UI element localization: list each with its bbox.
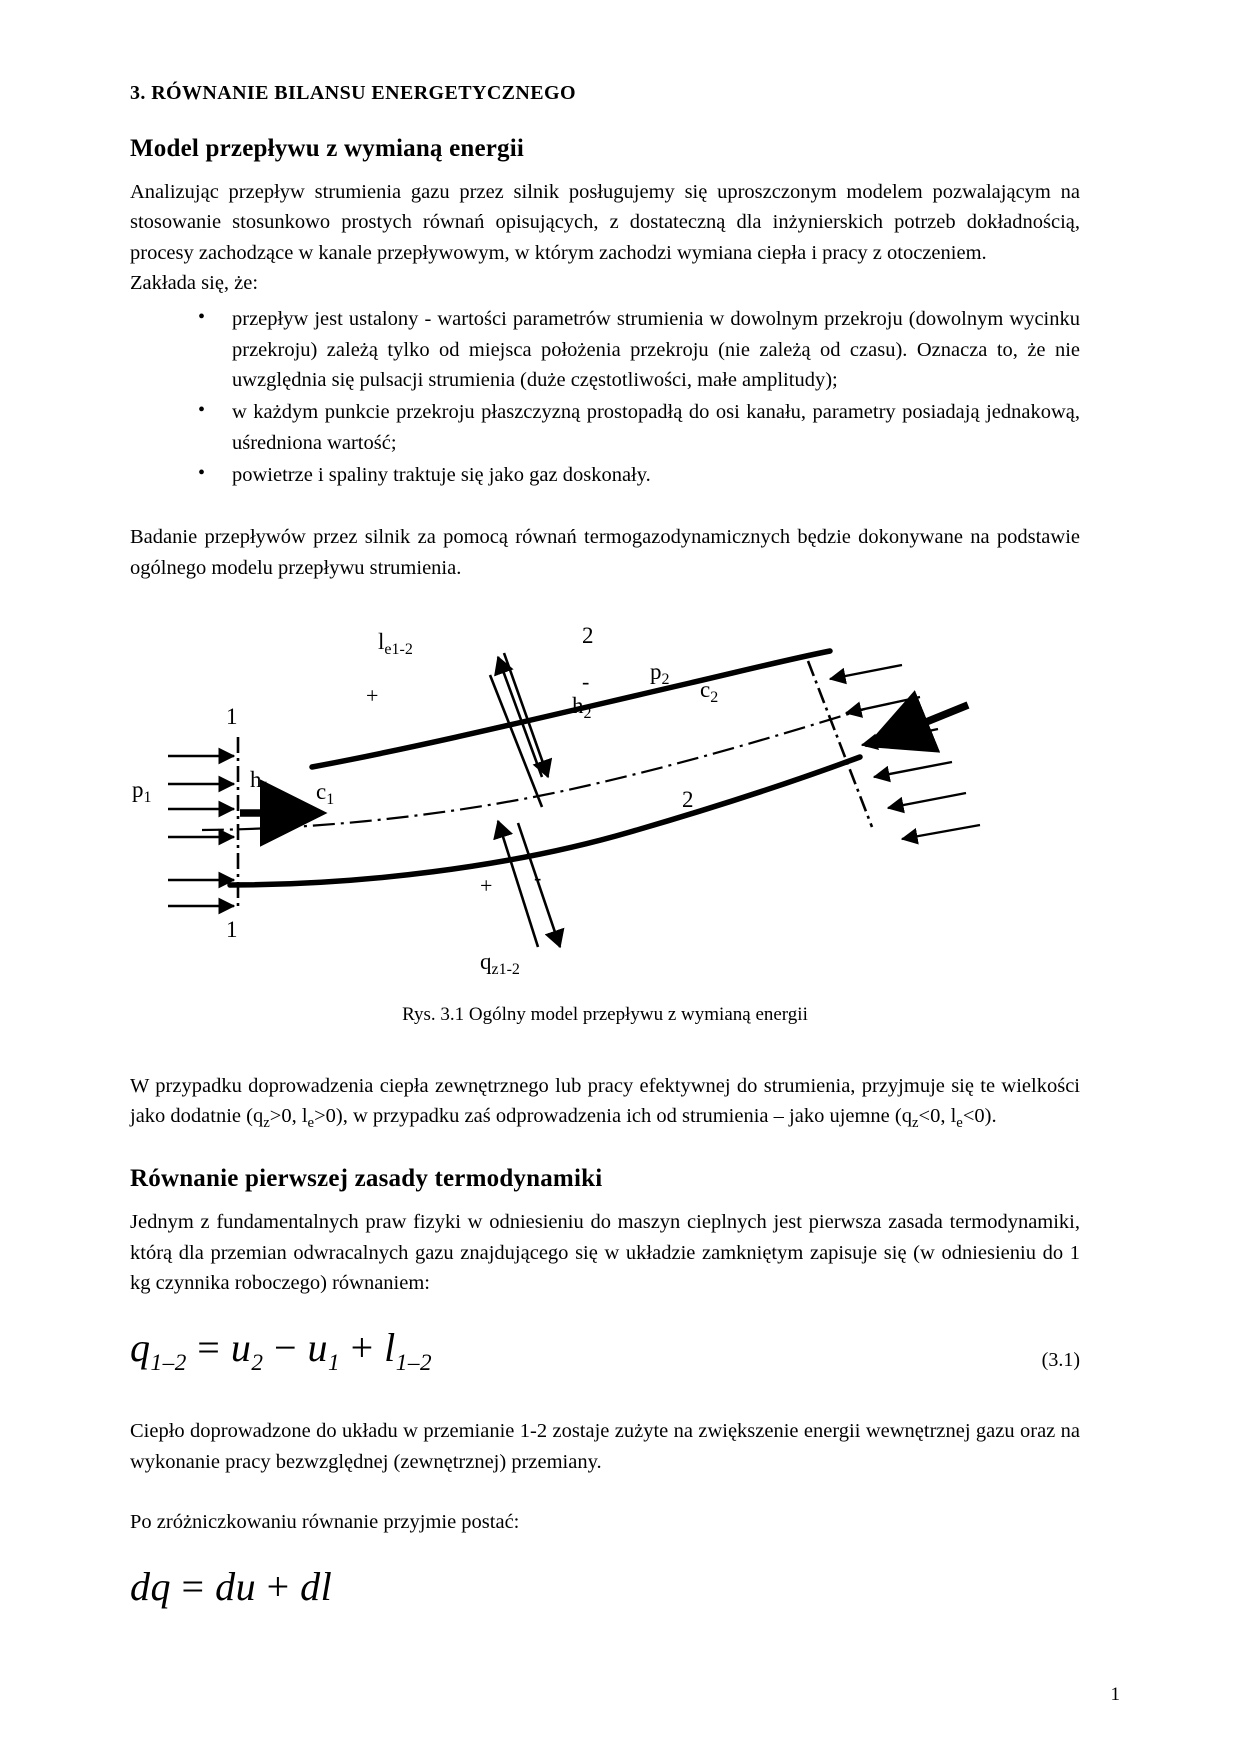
sign-minus-bottom: - (534, 864, 542, 890)
label-h2: $h_2$ (572, 692, 592, 722)
duct-upper-wall (312, 651, 830, 767)
equation-row-diff (130, 1537, 1080, 1619)
paragraph-first-law: Jednym z fundamentalnych praw fizyki w odniesieniu do maszyn cieplnych jest pierwsza zasada termodynamiki, którą dla przemian odwracalnych gazu znajdującego się w układzie zamkniętym zapisuje się (w odniesieniu do 1 kg czynnika roboczego) równaniem: (130, 1211, 1080, 1294)
list-item: • przepływ jest ustalony - wartości parametrów strumienia w dowolnym przekroju (dowolnym wycinku przekroju) zależą tylko od miejsca położenia przekroju (nie zależą od czasu). Oznacza to, że nie uwzględnia się pulsacji strumienia (duże częstotliwości, małe amplitudy); (190, 304, 1080, 395)
figure-svg (130, 617, 1080, 977)
list-item: • powietrze i spaliny traktuje się jako gaz doskonały. (190, 460, 1080, 490)
chapter-heading: 3. RÓWNANIE BILANSU ENERGETYCZNEGO (130, 82, 576, 104)
label-station-1-bottom: 1 (226, 916, 238, 942)
sign-plus-bottom: + (480, 872, 493, 898)
figure-caption: Rys. 3.1 Ogólny model przepływu z wymianą energii (402, 1003, 808, 1025)
equation-row-3-1 (130, 1298, 1080, 1380)
velocity-arrow-c2 (872, 705, 968, 744)
label-qz-text: $q_{z1-2}$ (480, 948, 520, 977)
assumptions-intro: Zakłada się, że: (130, 271, 259, 294)
section-heading-model: Model przepływu z wymianą energii (130, 135, 525, 162)
label-station-1-top: 1 (226, 703, 238, 729)
paragraph-intro: Analizując przepływ strumienia gazu przez silnik posługujemy się uproszczonym modelem pozwalającym na stosowanie stosunkowo prostych równań opisujących, z dostateczną dla inżynierskich potrzeb dokładnością, procesy zachodzące w kanale przepływowym, w którym zachodzi wymiana ciepła i pracy z otoczeniem. (130, 181, 1080, 264)
inlet-pressure-arrows (168, 756, 234, 906)
label-c2: $c_2$ (700, 676, 719, 706)
equation-3-1: $q_{1-2} = u_2 - u_1 + l_{1-2}$ (130, 1325, 433, 1377)
label-c1: $c_1$ (316, 778, 335, 808)
paragraph-differential: Po zróżniczkowaniu równanie przyjmie postać: (130, 1510, 520, 1533)
heat-arrow-up (498, 821, 538, 947)
paragraph-heat-explanation: Ciepło doprowadzone do układu w przemianie 1-2 zostaje zużyte na zwiększenie energii wewnętrznej gazu oraz na wykonanie pracy bezwzględnej (zewnętrznej) przemiany. (130, 1420, 1080, 1473)
label-station-2-bottom: 2 (682, 786, 694, 812)
label-station-2-top: 2 (582, 622, 594, 648)
section-heading-first-law: Równanie pierwszej zasady termodynamiki (130, 1165, 603, 1193)
figure-flow-model (130, 617, 1080, 977)
outlet-pressure-arrows (830, 665, 980, 839)
label-p1: $p_1$ (132, 776, 152, 806)
duct-lower-wall (230, 757, 860, 885)
page-number: 1 (1110, 1684, 1120, 1705)
label-p2: $p_2$ (650, 658, 670, 688)
paragraph-badanie: Badanie przepływów przez silnik za pomocą równań termogazodynamicznych będzie dokonywane na podstawie ogólnego modelu przepływu strumienia. (130, 526, 1080, 579)
label-le: $l_{e1-2}$ (378, 628, 413, 658)
list-item: • w każdym punkcie przekroju płaszczyzną prostopadłą do osi kanału, parametry posiadają jednakową, uśredniona wartość; (190, 397, 1080, 458)
label-h1: $h_1$ (250, 766, 270, 796)
equation-number-3-1: (3.1) (1041, 1349, 1080, 1372)
page-content (130, 0, 1080, 1619)
sign-plus-top: + (366, 682, 379, 708)
equation-differential: dq = du + dl (130, 1564, 333, 1610)
assumptions-list (130, 304, 1080, 490)
sign-minus-top: - (582, 668, 590, 694)
paragraph-signs: W przypadku doprowadzenia ciepła zewnętrznego lub pracy efektywnej do strumienia, przyjmuje się te wielkości jako dodatnie ($q_z>0$, $l_e>0$), w przypadku zaś odprowadzenia ich od strumienia – jako ujemne ($q_z<0$, $l_e<0$). (130, 1074, 1080, 1132)
